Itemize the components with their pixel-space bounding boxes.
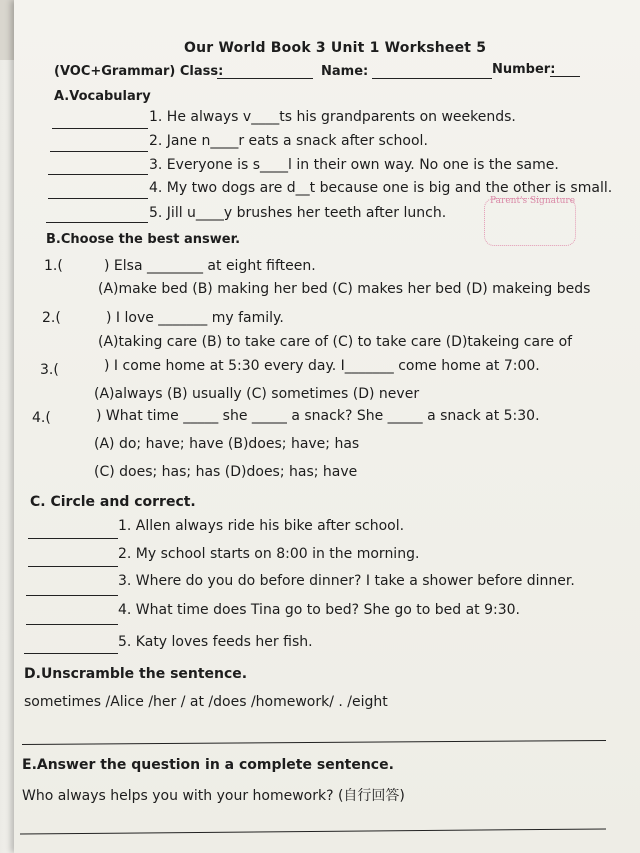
unscramble-answer-line[interactable] — [22, 740, 606, 745]
answer-blank-c2[interactable] — [28, 565, 118, 567]
class-field[interactable] — [217, 77, 313, 79]
question-1-number[interactable]: 1.( — [44, 258, 63, 274]
number-label: Number: — [492, 62, 556, 77]
correct-item-5: 5. Katy loves feeds her fish. — [118, 634, 313, 650]
question-2-options: (A)taking care (B) to take care of (C) to take care (D)takeing care of — [98, 334, 573, 350]
question-4-options-2: (C) does; has; has (D)does; has; have — [94, 464, 358, 480]
question-1-stem: ) Elsa ________ at eight fifteen. — [104, 258, 316, 274]
vocab-item-1: 1. He always v____ts his grandparents on weekends. — [149, 109, 516, 125]
answer-blank-a2[interactable] — [50, 150, 148, 152]
vocab-item-4: 4. My two dogs are d__t because one is big and the other is small. — [149, 180, 613, 196]
parent-signature-label: Parent's Signature — [490, 196, 576, 206]
class-label: (VOC+Grammar) Class: — [54, 64, 224, 79]
worksheet-title: Our World Book 3 Unit 1 Worksheet 5 — [184, 40, 487, 56]
section-c-title: C. Circle and correct. — [30, 494, 196, 510]
question-3-options: (A)always (B) usually (C) sometimes (D) never — [94, 386, 420, 402]
unscramble-prompt: sometimes /Alice /her / at /does /homework/ . /eight — [24, 694, 388, 710]
correct-item-3: 3. Where do you do before dinner? I take a shower before dinner. — [118, 573, 575, 589]
question-3-number[interactable]: 3.( — [40, 362, 59, 378]
vocab-item-2: 2. Jane n____r eats a snack after school. — [149, 133, 428, 149]
section-e-title: E.Answer the question in a complete sentence. — [22, 757, 394, 773]
section-a-title: A.Vocabulary — [54, 89, 151, 104]
answer-blank-c4[interactable] — [26, 623, 118, 625]
vocab-item-5: 5. Jill u____y brushes her teeth after lunch. — [149, 205, 447, 221]
correct-item-2: 2. My school starts on 8:00 in the morning. — [118, 546, 420, 562]
answer-blank-a1[interactable] — [52, 127, 148, 129]
answer-blank-c3[interactable] — [26, 594, 118, 596]
name-label: Name: — [321, 64, 369, 79]
question-4-number[interactable]: 4.( — [32, 410, 51, 426]
answer-question: Who always helps you with your homework? (自行回答) — [22, 788, 405, 804]
section-d-title: D.Unscramble the sentence. — [24, 666, 248, 682]
question-2-number[interactable]: 2.( — [42, 310, 61, 326]
section-b-title: B.Choose the best answer. — [46, 232, 241, 247]
answer-blank-a4[interactable] — [48, 197, 148, 199]
name-field[interactable] — [372, 77, 492, 79]
worksheet-page — [14, 0, 640, 853]
question-2-stem: ) I love _______ my family. — [106, 310, 284, 326]
answer-line[interactable] — [20, 828, 606, 834]
answer-blank-c1[interactable] — [28, 537, 118, 539]
question-4-options: (A) do; have; have (B)does; have; has — [94, 436, 360, 452]
correct-item-1: 1. Allen always ride his bike after school. — [118, 518, 405, 534]
question-4-stem: ) What time _____ she _____ a snack? She _____ a snack at 5:30. — [96, 408, 540, 424]
answer-blank-a5[interactable] — [46, 221, 148, 223]
answer-blank-c5[interactable] — [24, 652, 118, 654]
number-field[interactable] — [550, 75, 580, 77]
question-1-options: (A)make bed (B) making her bed (C) makes her bed (D) makeing beds — [98, 281, 591, 297]
answer-blank-a3[interactable] — [48, 173, 148, 175]
correct-item-4: 4. What time does Tina go to bed? She go to bed at 9:30. — [118, 602, 520, 618]
vocab-item-3: 3. Everyone is s____l in their own way. No one is the same. — [149, 157, 559, 173]
question-3-stem: ) I come home at 5:30 every day. I_______ come home at 7:00. — [104, 358, 540, 374]
